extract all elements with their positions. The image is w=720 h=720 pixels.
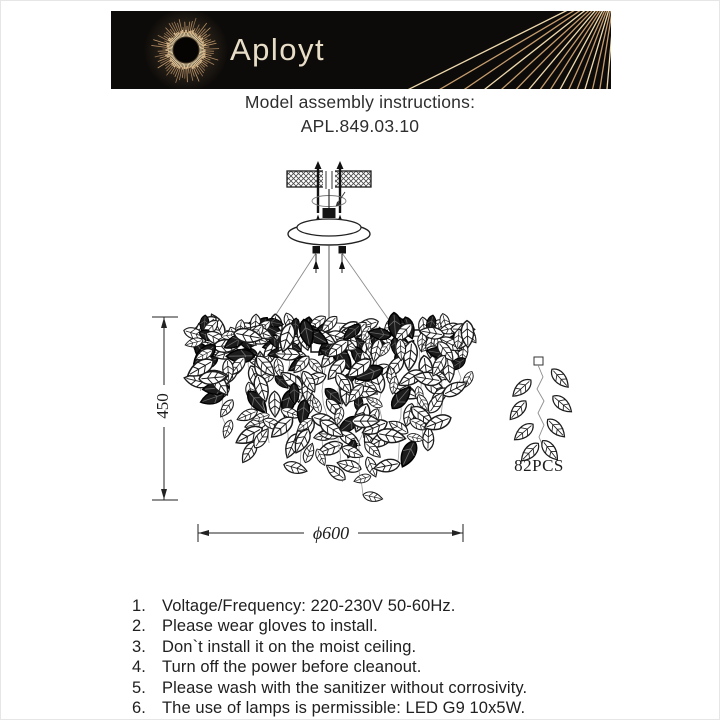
arrow-up-icon bbox=[337, 161, 344, 169]
ceiling-mount bbox=[287, 161, 371, 223]
arrow-up-icon bbox=[313, 260, 319, 269]
instruction-list bbox=[132, 596, 697, 718]
instruction-text: Don`t install it on the moist ceiling. bbox=[162, 637, 417, 656]
instruction-text: Turn off the power before cleanout. bbox=[162, 658, 422, 677]
instruction-number: 6. bbox=[132, 699, 146, 718]
height-label: 450 bbox=[152, 393, 172, 419]
title-block bbox=[1, 92, 719, 137]
dimension-diameter bbox=[198, 523, 463, 543]
page-title: Model assembly instructions: bbox=[244, 92, 476, 112]
chandelier-foliage bbox=[182, 312, 479, 504]
instruction-number: 5. bbox=[132, 678, 146, 697]
instruction-item bbox=[132, 698, 697, 718]
instruction-number: 1. bbox=[132, 597, 146, 615]
instruction-item bbox=[132, 616, 697, 636]
banner-decoration bbox=[111, 11, 611, 89]
brand-banner bbox=[111, 11, 611, 89]
dimension-height bbox=[152, 317, 178, 500]
brand-wordmark: Aployt bbox=[230, 32, 326, 67]
chandelier-diagram bbox=[101, 153, 621, 589]
instruction-text: Voltage/Frequency: 220-230V 50-60Hz. bbox=[162, 597, 456, 615]
model-number: APL.849.03.10 bbox=[300, 116, 420, 136]
instruction-number: 3. bbox=[132, 637, 146, 656]
canopy bbox=[288, 219, 370, 245]
instruction-item bbox=[132, 637, 697, 657]
instruction-item bbox=[132, 678, 697, 698]
instruction-number: 2. bbox=[132, 617, 146, 636]
instruction-item bbox=[132, 596, 697, 616]
instruction-text: The use of lamps is permissible: LED G9 10x5W. bbox=[162, 699, 526, 718]
arrow-up-icon bbox=[339, 260, 345, 269]
diameter-label: ϕ600 bbox=[312, 523, 350, 543]
leaf-strand-detail bbox=[506, 357, 575, 475]
arrow-up-icon bbox=[315, 161, 322, 169]
detail-count-label: 82PCS bbox=[514, 456, 564, 475]
instruction-text: Please wash with the sanitizer without corrosivity. bbox=[162, 678, 528, 697]
instruction-item bbox=[132, 657, 697, 677]
instruction-text: Please wear gloves to install. bbox=[162, 617, 378, 636]
instruction-number: 4. bbox=[132, 658, 146, 677]
